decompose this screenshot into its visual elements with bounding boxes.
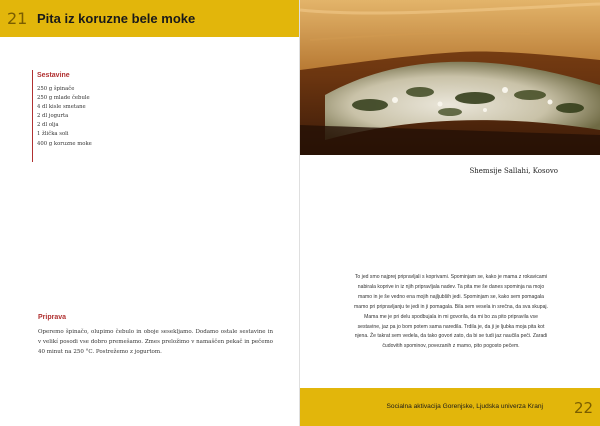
ingredients-list <box>37 85 232 149</box>
story-text <box>318 273 584 352</box>
preparation-heading: Priprava <box>38 314 67 321</box>
preparation-text: Operemo špinačo, olupimo čebulo in oboje sesekljamo. Dodamo ostale sestavine in v velikí posodi vse dobro premešamo. Zmes preložimo v namaščen pekač in pečemo 40 minut na 250 °C. Postrežemo z jogurtom. <box>38 329 273 355</box>
page-number-right: 22 <box>574 399 594 417</box>
ingredients-heading: Sestavine <box>37 72 70 79</box>
ingredient-item: 1 žlička soli <box>37 131 69 138</box>
ingredients-section <box>32 70 232 162</box>
story-line: sestavine, jaz pa jo bom potem sama naredila. Trdila je, da ji je ljubka moja pita kot <box>357 323 545 330</box>
recipe-title: Pita iz koruzne bele moke <box>37 11 196 26</box>
ingredient-item: 400 g koruzne moke <box>37 140 92 147</box>
footer-publisher: Socialna aktivacija Gorenjske, Ljudska univerza Kranj <box>386 403 543 410</box>
ingredient-item: 4 dl kisle smetane <box>37 104 86 111</box>
story-line: njena. Že takrat sem vedela, da tako govori zato, da bi se tudi jaz naučila peči. Zaradi <box>354 333 548 340</box>
page-number-left: 21 <box>7 9 28 28</box>
story-line: mamo pri pripravljanju te jedi in ji pomagala. Bila sem vesela in srečna, da sva skupaj. <box>354 303 548 310</box>
story-line: mamo in je še vedno ena mojih najljubših jedi. Spominjam se, kako sem pomagala <box>357 293 545 300</box>
ingredient-item: 250 g špinače <box>37 86 75 92</box>
pie-photo <box>300 0 600 155</box>
author-caption: Shemsije Sallahi, Kosovo <box>469 167 558 175</box>
story-line: nabirala koprive in iz njih pripravljala nadev. Ta pita me še danes spominja na mojo <box>357 283 545 290</box>
ingredient-item: 250 g mlade čebule <box>37 95 90 102</box>
story-line: Mama me je pri delu spodbujala in mi govorila, da mi bo za pito pripravila vse <box>364 313 538 320</box>
ingredient-item: 2 dl jogurta <box>37 113 69 120</box>
ingredient-item: 2 dl olja <box>37 122 59 129</box>
story-line: čudovitih spominov, povezanih z mamo, pito pogosto pečem. <box>382 343 520 350</box>
story-line: To jed smo najprej pripravljali s koprivami. Spominjam se, kako je mama z rokavicami <box>354 274 548 280</box>
